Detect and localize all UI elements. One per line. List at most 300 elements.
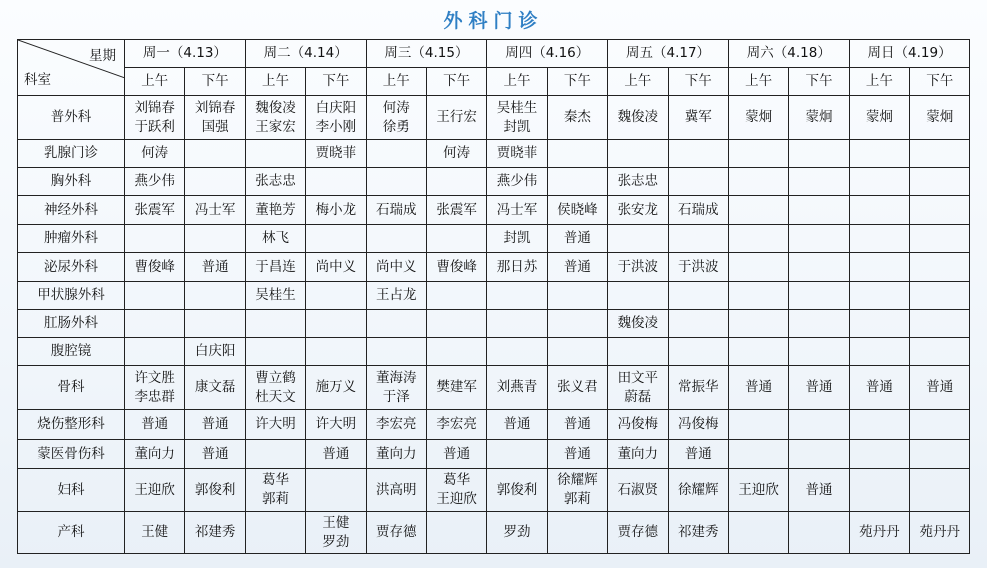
schedule-cell — [245, 469, 305, 512]
schedule-cell — [306, 282, 366, 310]
schedule-cell — [608, 410, 668, 440]
schedule-cell — [668, 469, 728, 512]
doctor-name: 普通 — [563, 416, 591, 432]
pm-header: 下午 — [789, 68, 849, 96]
doctor-name: 郭莉 — [261, 491, 289, 507]
schedule-cell — [608, 440, 668, 469]
schedule-cell — [668, 440, 728, 469]
doctor-name: 蔚磊 — [624, 388, 652, 405]
doctor-name: 何涛 — [382, 99, 410, 116]
schedule-cell — [608, 512, 668, 554]
schedule-cell — [366, 410, 426, 440]
schedule-cell — [426, 225, 486, 253]
schedule-cell — [426, 440, 486, 469]
am-header: 上午 — [245, 68, 305, 96]
schedule-cell — [125, 140, 185, 168]
schedule-cell — [245, 512, 305, 554]
department-name: 蒙医骨伤科 — [18, 440, 125, 469]
schedule-cell — [185, 282, 245, 310]
schedule-cell — [366, 310, 426, 338]
schedule-cell — [306, 512, 366, 554]
schedule-cell — [306, 225, 366, 253]
schedule-cell — [668, 196, 728, 225]
schedule-cell — [668, 512, 728, 554]
schedule-cell — [306, 410, 366, 440]
schedule-cell — [789, 410, 849, 440]
schedule-cell — [789, 168, 849, 196]
schedule-cell — [487, 282, 547, 310]
schedule-cell — [608, 310, 668, 338]
schedule-cell — [426, 338, 486, 366]
schedule-cell — [849, 225, 909, 253]
schedule-cell — [910, 338, 970, 366]
schedule-cell — [366, 440, 426, 469]
doctor-name: 曹俊峰 — [134, 258, 175, 275]
schedule-cell — [245, 225, 305, 253]
schedule-cell — [366, 168, 426, 196]
am-header: 上午 — [849, 68, 909, 96]
schedule-cell — [910, 225, 970, 253]
doctor-name: 罗劲 — [503, 524, 531, 540]
schedule-cell — [608, 469, 668, 512]
doctor-name: 于昌连 — [255, 258, 296, 275]
day-header: 周二（4.14） — [245, 40, 366, 68]
doctor-name: 普通 — [805, 481, 833, 498]
schedule-cell — [125, 225, 185, 253]
schedule-cell — [728, 168, 788, 196]
doctor-name: 冯士军 — [496, 201, 538, 218]
pm-header: 下午 — [910, 68, 970, 96]
schedule-cell — [426, 469, 486, 512]
schedule-cell — [245, 310, 305, 338]
doctor-name: 苑丹丹 — [919, 524, 961, 540]
doctor-name: 于洪波 — [617, 258, 659, 275]
schedule-cell — [668, 366, 728, 410]
doctor-name: 普通 — [684, 445, 712, 462]
schedule-cell — [125, 469, 185, 512]
schedule-cell — [789, 366, 849, 410]
doctor-name: 张义君 — [557, 379, 598, 395]
doctor-name: 洪高明 — [376, 481, 417, 498]
pm-header: 下午 — [306, 68, 366, 96]
schedule-cell — [426, 310, 486, 338]
am-header: 上午 — [366, 68, 426, 96]
corner-dept-label: 科室 — [24, 72, 51, 88]
doctor-name: 尚中义 — [315, 258, 357, 275]
table-row — [18, 310, 970, 338]
doctor-name: 魏俊凌 — [617, 315, 659, 331]
schedule-cell — [366, 225, 426, 253]
schedule-cell — [366, 96, 426, 140]
schedule-table — [17, 39, 970, 554]
day-header: 周日（4.19） — [849, 40, 970, 68]
schedule-cell — [185, 338, 245, 366]
schedule-cell — [728, 96, 788, 140]
schedule-cell — [547, 440, 607, 469]
table-row — [18, 469, 970, 512]
schedule-cell — [910, 96, 970, 140]
schedule-cell — [487, 469, 547, 512]
schedule-cell — [547, 196, 607, 225]
schedule-cell — [668, 140, 728, 168]
doctor-name: 梅小龙 — [315, 201, 357, 218]
doctor-name: 石瑞成 — [376, 201, 417, 218]
schedule-cell — [306, 196, 366, 225]
doctor-name: 于泽 — [382, 388, 410, 405]
pm-header: 下午 — [185, 68, 245, 96]
table-row — [18, 96, 970, 140]
doctor-name: 徐耀辉 — [557, 472, 598, 488]
doctor-name: 普通 — [322, 445, 350, 462]
schedule-cell — [789, 512, 849, 554]
doctor-name: 冯俊梅 — [617, 416, 659, 432]
table-row — [18, 196, 970, 225]
department-name: 烧伤整形科 — [18, 410, 125, 440]
pm-header: 下午 — [547, 68, 607, 96]
department-name: 骨科 — [18, 366, 125, 410]
schedule-cell — [728, 410, 788, 440]
schedule-cell — [125, 310, 185, 338]
schedule-cell — [487, 96, 547, 140]
schedule-cell — [366, 338, 426, 366]
schedule-cell — [487, 196, 547, 225]
schedule-cell — [547, 282, 607, 310]
schedule-cell — [125, 253, 185, 282]
table-row — [18, 140, 970, 168]
schedule-cell — [185, 225, 245, 253]
schedule-cell — [125, 196, 185, 225]
schedule-cell — [789, 253, 849, 282]
schedule-cell — [608, 96, 668, 140]
schedule-cell — [789, 310, 849, 338]
doctor-name: 郭俊利 — [496, 481, 538, 498]
schedule-cell — [125, 96, 185, 140]
schedule-cell — [728, 140, 788, 168]
doctor-name: 王占龙 — [376, 287, 417, 303]
doctor-name: 徐勇 — [382, 118, 410, 135]
schedule-cell — [306, 366, 366, 410]
doctor-name: 贾晓菲 — [315, 145, 357, 161]
doctor-name: 苑丹丹 — [859, 524, 900, 540]
schedule-cell — [426, 282, 486, 310]
department-name: 妇科 — [18, 469, 125, 512]
schedule-cell — [306, 168, 366, 196]
schedule-cell — [789, 140, 849, 168]
day-header: 周三（4.15） — [366, 40, 487, 68]
table-row — [18, 440, 970, 469]
doctor-name: 刘燕青 — [496, 379, 538, 395]
corner-cell — [18, 40, 125, 96]
schedule-cell — [245, 366, 305, 410]
schedule-cell — [245, 140, 305, 168]
doctor-name: 于洪波 — [677, 258, 719, 275]
doctor-name: 施万义 — [315, 379, 357, 395]
schedule-cell — [125, 168, 185, 196]
doctor-name: 白庆阳 — [315, 99, 357, 116]
schedule-cell — [668, 410, 728, 440]
schedule-cell — [789, 338, 849, 366]
page-title: 外科门诊 — [443, 10, 544, 32]
schedule-cell — [608, 140, 668, 168]
am-header: 上午 — [608, 68, 668, 96]
schedule-cell — [125, 410, 185, 440]
doctor-name: 罗劲 — [322, 533, 350, 550]
doctor-name: 张震军 — [134, 201, 175, 218]
am-header: 上午 — [487, 68, 547, 96]
schedule-cell — [245, 168, 305, 196]
schedule-cell — [849, 196, 909, 225]
schedule-cell — [185, 168, 245, 196]
schedule-cell — [487, 410, 547, 440]
doctor-name: 许大明 — [255, 416, 296, 432]
schedule-cell — [185, 469, 245, 512]
doctor-name: 普通 — [745, 379, 773, 395]
day-header: 周五（4.17） — [608, 40, 729, 68]
doctor-name: 张震军 — [436, 201, 477, 218]
schedule-cell — [185, 96, 245, 140]
schedule-cell — [366, 140, 426, 168]
schedule-cell — [125, 512, 185, 554]
department-name: 神经外科 — [18, 196, 125, 225]
department-name: 泌尿外科 — [18, 253, 125, 282]
doctor-name: 林飞 — [261, 230, 289, 246]
schedule-cell — [728, 225, 788, 253]
schedule-cell — [910, 512, 970, 554]
doctor-name: 普通 — [563, 258, 591, 275]
schedule-cell — [547, 366, 607, 410]
doctor-name: 普通 — [201, 258, 229, 275]
doctor-name: 封凯 — [503, 230, 531, 246]
schedule-cell — [245, 282, 305, 310]
schedule-cell — [487, 310, 547, 338]
schedule-cell — [728, 310, 788, 338]
schedule-cell — [789, 469, 849, 512]
schedule-cell — [426, 253, 486, 282]
schedule-body — [18, 96, 970, 554]
schedule-cell — [728, 469, 788, 512]
schedule-cell — [789, 196, 849, 225]
doctor-name: 普通 — [926, 379, 954, 395]
doctor-name: 白庆阳 — [194, 343, 236, 359]
schedule-cell — [668, 338, 728, 366]
doctor-name: 田文平 — [617, 369, 659, 386]
schedule-cell — [728, 253, 788, 282]
doctor-name: 张志忠 — [255, 173, 296, 189]
schedule-cell — [245, 96, 305, 140]
schedule-cell — [245, 440, 305, 469]
schedule-cell — [728, 196, 788, 225]
schedule-cell — [547, 338, 607, 366]
schedule-cell — [849, 282, 909, 310]
schedule-cell — [487, 253, 547, 282]
doctor-name: 曹立鹤 — [255, 369, 296, 386]
department-name: 肿瘤外科 — [18, 225, 125, 253]
schedule-cell — [910, 366, 970, 410]
schedule-cell — [487, 225, 547, 253]
schedule-cell — [366, 469, 426, 512]
day-header-row — [18, 40, 970, 68]
doctor-name: 封凯 — [503, 118, 531, 135]
schedule-cell — [789, 440, 849, 469]
doctor-name: 张安龙 — [617, 201, 659, 218]
doctor-name: 董向力 — [617, 445, 659, 462]
doctor-name: 曹俊峰 — [436, 258, 477, 275]
doctor-name: 郭莉 — [563, 491, 591, 507]
doctor-name: 李忠群 — [134, 388, 175, 405]
schedule-cell — [125, 338, 185, 366]
schedule-cell — [849, 96, 909, 140]
schedule-cell — [487, 440, 547, 469]
schedule-cell — [849, 168, 909, 196]
schedule-cell — [245, 253, 305, 282]
schedule-cell — [366, 366, 426, 410]
am-header: 上午 — [125, 68, 185, 96]
department-name: 肛肠外科 — [18, 310, 125, 338]
schedule-cell — [728, 512, 788, 554]
doctor-name: 葛华 — [261, 472, 289, 488]
schedule-cell — [547, 253, 607, 282]
doctor-name: 燕少伟 — [496, 173, 538, 189]
schedule-cell — [366, 253, 426, 282]
schedule-cell — [185, 310, 245, 338]
schedule-cell — [547, 168, 607, 196]
doctor-name: 冯士军 — [194, 201, 236, 218]
doctor-name: 吴桂生 — [255, 287, 296, 303]
schedule-cell — [668, 282, 728, 310]
doctor-name: 祁建秀 — [677, 524, 719, 540]
doctor-name: 徐耀辉 — [677, 481, 719, 498]
doctor-name: 吴桂生 — [496, 99, 538, 116]
table-row — [18, 225, 970, 253]
schedule-cell — [547, 225, 607, 253]
doctor-name: 王迎欣 — [134, 481, 175, 498]
schedule-cell — [668, 225, 728, 253]
schedule-cell — [849, 366, 909, 410]
schedule-cell — [910, 469, 970, 512]
doctor-name: 蒙炯 — [926, 109, 954, 125]
schedule-cell — [547, 469, 607, 512]
doctor-name: 杜天文 — [255, 388, 296, 405]
schedule-cell — [185, 410, 245, 440]
schedule-cell — [849, 512, 909, 554]
schedule-cell — [185, 366, 245, 410]
schedule-cell — [487, 338, 547, 366]
schedule-cell — [849, 469, 909, 512]
schedule-cell — [910, 140, 970, 168]
doctor-name: 董艳芳 — [255, 201, 296, 218]
doctor-name: 贾晓菲 — [496, 145, 538, 161]
schedule-cell — [608, 282, 668, 310]
schedule-cell — [487, 140, 547, 168]
doctor-name: 魏俊凌 — [255, 99, 296, 116]
table-row — [18, 366, 970, 410]
table-row — [18, 338, 970, 366]
schedule-cell — [487, 366, 547, 410]
table-row — [18, 410, 970, 440]
schedule-cell — [426, 196, 486, 225]
schedule-cell — [306, 140, 366, 168]
doctor-name: 祁建秀 — [194, 524, 236, 540]
schedule-cell — [910, 310, 970, 338]
pm-header: 下午 — [668, 68, 728, 96]
doctor-name: 秦杰 — [563, 109, 591, 125]
doctor-name: 普通 — [805, 379, 833, 395]
schedule-cell — [426, 410, 486, 440]
doctor-name: 董海涛 — [376, 369, 417, 386]
doctor-name: 郭俊利 — [194, 481, 236, 498]
doctor-name: 张志忠 — [617, 173, 659, 189]
schedule-cell — [426, 168, 486, 196]
doctor-name: 王迎欣 — [738, 481, 779, 498]
doctor-name: 普通 — [443, 445, 471, 462]
doctor-name: 燕少伟 — [134, 173, 175, 189]
doctor-name: 蒙炯 — [865, 109, 893, 125]
schedule-cell — [910, 282, 970, 310]
schedule-cell — [306, 96, 366, 140]
schedule-cell — [245, 196, 305, 225]
doctor-name: 普通 — [201, 445, 229, 462]
doctor-name: 李小刚 — [315, 118, 357, 135]
doctor-name: 何涛 — [443, 145, 471, 161]
table-row — [18, 512, 970, 554]
doctor-name: 侯晓峰 — [557, 201, 598, 218]
schedule-cell — [728, 440, 788, 469]
doctor-name: 董向力 — [134, 445, 175, 462]
department-name: 普外科 — [18, 96, 125, 140]
schedule-cell — [849, 338, 909, 366]
doctor-name: 蒙炯 — [805, 109, 833, 125]
schedule-cell — [608, 196, 668, 225]
schedule-cell — [849, 140, 909, 168]
schedule-cell — [728, 338, 788, 366]
schedule-cell — [608, 168, 668, 196]
department-name: 胸外科 — [18, 168, 125, 196]
doctor-name: 董向力 — [376, 445, 417, 462]
schedule-cell — [366, 512, 426, 554]
schedule-cell — [125, 440, 185, 469]
schedule-cell — [608, 253, 668, 282]
schedule-cell — [306, 338, 366, 366]
doctor-name: 许大明 — [315, 416, 357, 432]
schedule-cell — [426, 140, 486, 168]
schedule-cell — [306, 253, 366, 282]
doctor-name: 蒙炯 — [745, 109, 773, 125]
table-row — [18, 168, 970, 196]
doctor-name: 石瑞成 — [677, 201, 719, 218]
table-row — [18, 282, 970, 310]
doctor-name: 许文胜 — [134, 369, 175, 386]
day-header: 周一（4.13） — [125, 40, 246, 68]
doctor-name: 常振华 — [677, 379, 719, 395]
doctor-name: 贾存德 — [376, 524, 417, 540]
doctor-name: 国强 — [201, 118, 229, 135]
schedule-cell — [910, 440, 970, 469]
department-name: 产科 — [18, 512, 125, 554]
doctor-name: 普通 — [503, 416, 531, 432]
schedule-cell — [910, 168, 970, 196]
doctor-name: 魏俊凌 — [617, 109, 659, 125]
schedule-cell — [125, 366, 185, 410]
doctor-name: 贾存德 — [617, 524, 659, 540]
schedule-cell — [245, 338, 305, 366]
department-name: 乳腺门诊 — [18, 140, 125, 168]
doctor-name: 王行宏 — [436, 109, 477, 125]
schedule-cell — [910, 410, 970, 440]
schedule-cell — [910, 253, 970, 282]
schedule-cell — [366, 282, 426, 310]
doctor-name: 王健 — [141, 524, 169, 540]
schedule-cell — [306, 440, 366, 469]
